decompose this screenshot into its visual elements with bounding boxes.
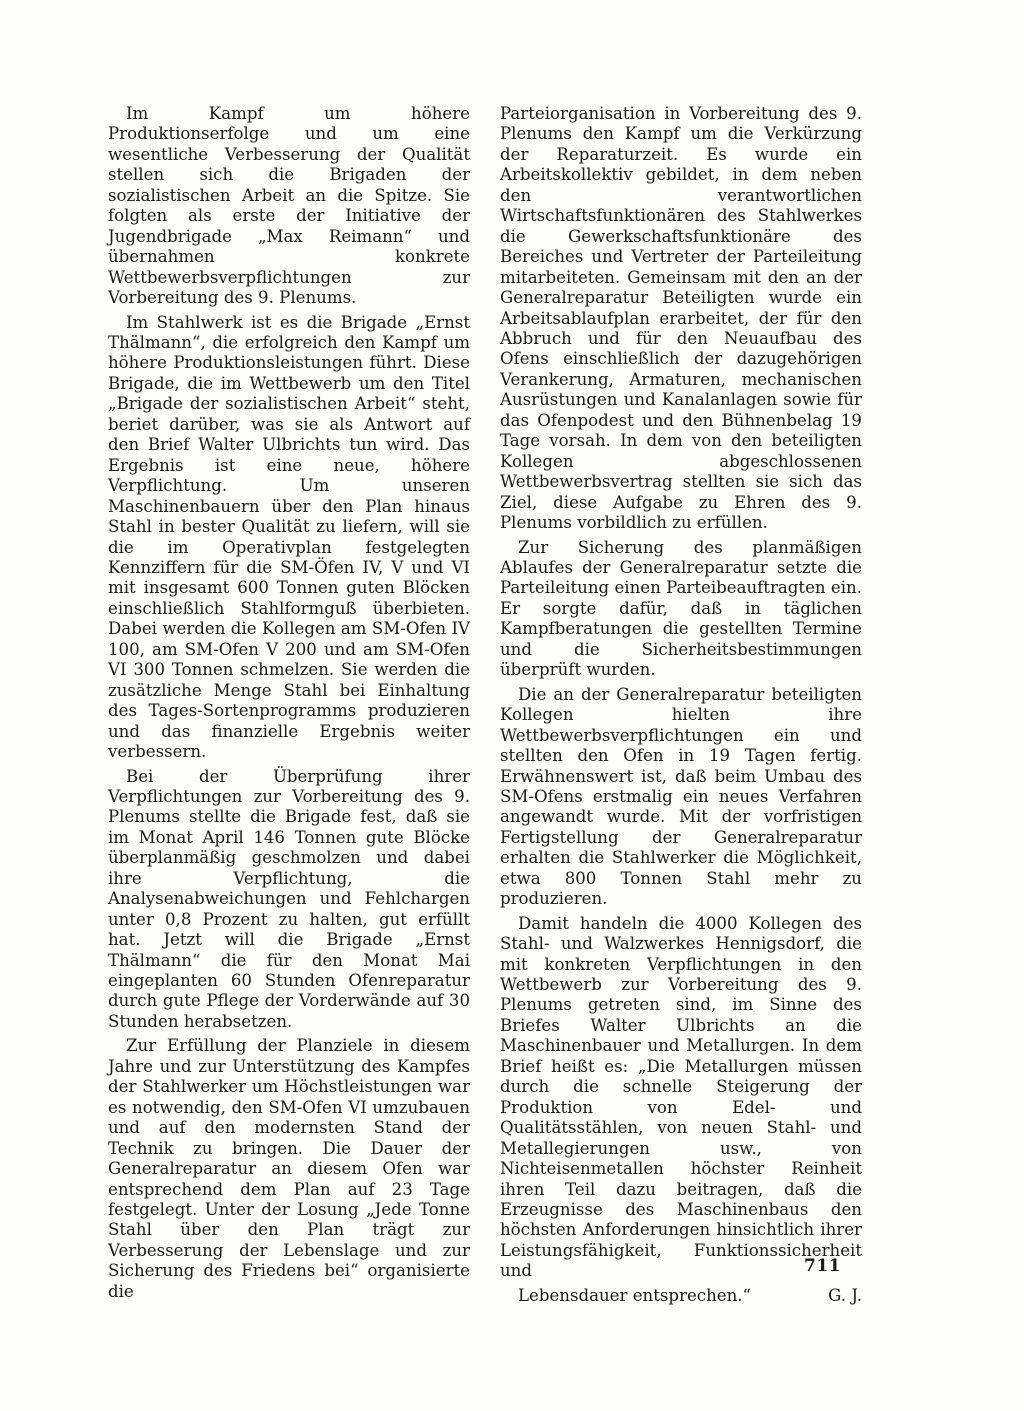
left-column [108,104,470,1306]
paragraph: Zur Sicherung des planmäßigen Ablaufes der Generalreparatur setzte die Parteileitung einen Parteibeauftragten ein. Er sorgte dafür, daß in täglichen Kampfberatungen die gestellten Termine und die Sicherheitsbestimmungen überprüft wurden. [500,537,862,680]
page-number: 711 [804,1256,841,1276]
paragraph: Zur Erfüllung der Planziele in diesem Jahre und zur Unterstützung des Kampfes der Stahlwerker um Höchstleistungen war es notwendig, den SM-Ofen VI umzubauen und auf den modernsten Stand der Technik zu bringen. Die Dauer der Generalreparatur an diesem Ofen war entsprechend dem Plan auf 23 Tage festgelegt. Unter der Losung „Jede Tonne Stahl über den Plan trägt zur Verbesserung der Lebenslage und zur Sicherung des Friedens bei“ organisierte die [108,1036,470,1301]
right-column [500,104,862,1310]
paragraph: Parteiorganisation in Vorbereitung des 9. Plenums den Kampf um die Verkürzung der Reparaturzeit. Es wurde ein Arbeitskollektiv gebildet, in dem neben den verantwortlichen Wirtschaftsfunktionären des Stahlwerkes die Gewerkschaftsfunktionäre des Bereiches und Vertreter der Parteileitung mitarbeiteten. Gemeinsam mit den an der Generalreparatur Beteiligten wurde ein Arbeitsablaufplan erarbeitet, der für den Abbruch und für den Neuaufbau des Ofens einschließlich der dazugehörigen Verankerung, Armaturen, mechanischen Ausrüstungen und Kanalanlagen sowie für das Ofenpodest und den Bühnenbelag 19 Tage vorsah. In dem von den beteiligten Kollegen abgeschlossenen Wettbewerbsvertrag stellten sie sich das Ziel, diese Aufgabe zu Ehren des 9. Plenums vorbildlich zu erfüllen. [500,104,862,533]
paragraph: Bei der Überprüfung ihrer Verpflichtungen zur Vorbereitung des 9. Plenums stellte die Brigade fest, daß sie im Monat April 146 Tonnen gute Blöcke überplanmäßig geschmolzen und dabei ihre Verpflichtung, die Analysenabweichungen und Fehlchargen unter 0,8 Prozent zu halten, gut erfüllt hat. Jetzt will die Brigade „Ernst Thälmann“ die für den Monat Mai eingeplanten 60 Stunden Ofenreparatur durch gute Pflege der Vorderwände auf 30 Stunden herabsetzen. [108,766,470,1031]
paragraph: Damit handeln die 4000 Kollegen des Stahl- und Walzwerkes Hennigsdorf, die mit konkreten Verpflichtungen in den Wettbewerb zur Vorbereitung des 9. Plenums getreten sind, im Sinne des Briefes Walter Ulbrichts an die Maschinenbauer und Metallurgen. In dem Brief heißt es: „Die Metallurgen müssen durch die schnelle Steigerung der Produktion von Edel- und Qualitätsstählen, von neuen Stahl- und Metallegierungen usw., von Nichteisenmetallen höchster Reinheit ihren Teil dazu beitragen, daß die Erzeugnisse des Maschinenbaus den höchsten Anforderungen hinsichtlich ihrer Leistungsfähigkeit, Funktionssicherheit und [500,913,862,1281]
closing-text: Lebensdauer entsprechen.“ [518,1285,752,1305]
closing-line [500,1286,862,1306]
paragraph: Im Kampf um höhere Produktionserfolge und um eine wesentliche Verbesserung der Qualität stellen sich die Brigaden der sozialistischen Arbeit an die Spitze. Sie folgten als erste der Initiative der Jugendbrigade „Max Reimann“ und übernahmen konkrete Wettbewerbsverpflichtungen zur Vorbereitung des 9. Plenums. [108,104,470,308]
paragraph: Im Stahlwerk ist es die Brigade „Ernst Thälmann“, die erfolgreich den Kampf um höhere Produktionsleistungen führt. Diese Brigade, die im Wettbewerb um den Titel „Brigade der sozialistischen Arbeit“ steht, beriet darüber, was sie als Antwort auf den Brief Walter Ulbrichts tun wird. Das Ergebnis ist eine neue, höhere Verpflichtung. Um unseren Maschinenbauern über den Plan hinaus Stahl in bester Qualität zu liefern, will sie die im Operativplan festgelegten Kennziffern für die SM-Öfen IV, V und VI mit insgesamt 600 Tonnen guten Blöcken einschließlich Stahlformguß überbieten. Dabei werden die Kollegen am SM-Ofen IV 100, am SM-Ofen V 200 und am SM-Ofen VI 300 Tonnen schmelzen. Sie werden die zusätzliche Menge Stahl bei Einhaltung des Tages-Sortenprogramms produzieren und das finanzielle Ergebnis weiter verbessern. [108,312,470,762]
author-signature: G. J. [828,1285,862,1305]
paragraph: Die an der Generalreparatur beteiligten Kollegen hielten ihre Wettbewerbsverpflichtungen ein und stellten den Ofen in 19 Tagen fertig. Erwähnenswert ist, daß beim Umbau des SM-Ofens erstmalig ein neues Verfahren angewandt wurde. Mit der vorfristigen Fertigstellung der Generalreparatur erhalten die Stahlwerker die Möglichkeit, etwa 800 Tonnen Stahl mehr zu produzieren. [500,684,862,909]
